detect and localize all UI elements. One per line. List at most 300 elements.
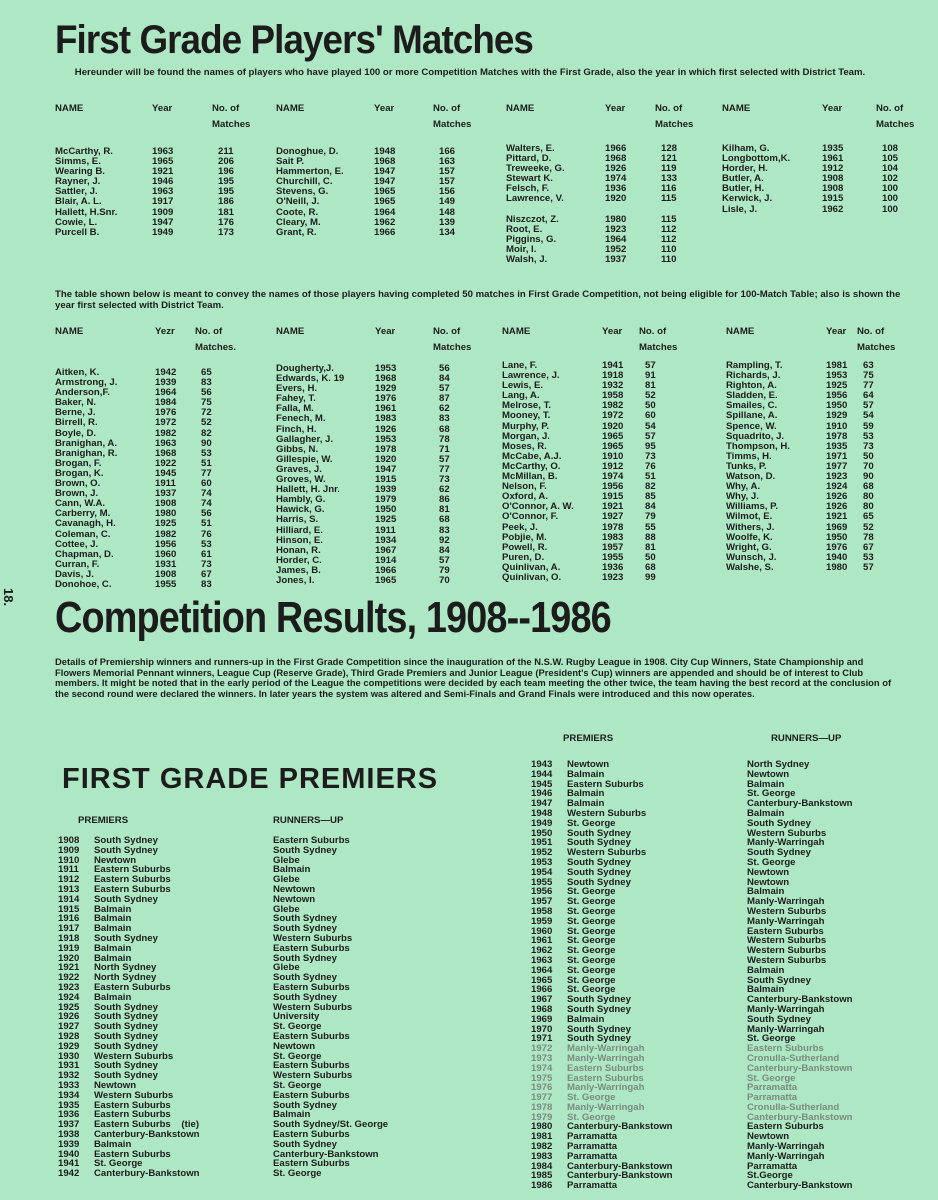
runner-up-team: South Sydney	[273, 923, 337, 935]
player-year: 1965	[602, 440, 624, 452]
player-matches: 104	[882, 163, 899, 175]
runner-up-team: Newtown	[747, 876, 790, 888]
runner-up-team: South Sydney	[747, 974, 811, 986]
player-year: 1915	[375, 474, 397, 486]
player-row	[276, 515, 476, 525]
player-name: Lane, F.	[502, 360, 538, 371]
player-matches: 59	[863, 420, 874, 432]
player-row	[55, 580, 255, 590]
player-matches: 77	[439, 463, 450, 475]
runner-up-team: Eastern Suburbs	[273, 835, 350, 846]
player-year: 1966	[374, 226, 396, 238]
player-matches: 80	[863, 501, 874, 513]
player-year: 1968	[605, 153, 627, 165]
player-matches: 74	[201, 498, 212, 510]
player-column	[276, 147, 476, 238]
player-name: Graves, J.	[276, 463, 322, 475]
player-year: 1964	[605, 233, 627, 245]
player-name: Edwards, K. 19	[276, 373, 345, 385]
player-matches: 99	[645, 571, 656, 583]
player-matches: 91	[645, 370, 656, 382]
season-year: 1944	[531, 768, 553, 780]
runner-up-team: South Sydney	[273, 913, 337, 925]
player-matches: 68	[439, 423, 450, 435]
player-year: 1966	[375, 564, 397, 576]
premiers-row	[58, 1169, 418, 1179]
season-year: 1969	[531, 1013, 553, 1025]
premier-team: St. George	[567, 984, 616, 996]
player-matches: 134	[439, 226, 456, 238]
header-year: Year	[605, 103, 626, 114]
player-matches: 195	[218, 176, 235, 188]
premier-team: Parramatta	[567, 1141, 618, 1153]
runner-up-team: Newtown	[747, 866, 790, 878]
player-name: Spence, W.	[726, 420, 777, 432]
player-year: 1956	[602, 481, 624, 493]
runner-up-team: Eastern Suburbs	[273, 1128, 350, 1140]
player-year: 1967	[375, 544, 397, 556]
premier-team: Eastern Suburbs	[567, 1062, 644, 1074]
player-year: 1950	[375, 504, 397, 516]
header-matches: No. of Matches	[433, 103, 472, 130]
player-name: Churchill, C.	[276, 176, 333, 188]
player-matches: 57	[645, 360, 656, 371]
premier-team: Newtown	[94, 854, 137, 866]
premier-team: St. George	[567, 915, 616, 927]
player-matches: 56	[201, 387, 212, 399]
premier-team: Balmain	[94, 1138, 132, 1150]
player-name: Tunks, P.	[726, 460, 767, 472]
player-name: Cowie, L.	[55, 216, 98, 228]
premier-team: South Sydney	[94, 1040, 158, 1052]
runner-up-team: Glebe	[273, 962, 300, 974]
header-matches: No. of Matches	[433, 326, 472, 353]
player-matches: 77	[863, 380, 874, 392]
player-matches: 68	[863, 481, 874, 493]
player-year: 1955	[155, 578, 177, 590]
season-year: 1938	[58, 1128, 80, 1140]
player-name: Chapman, D.	[55, 548, 114, 560]
player-matches: 68	[645, 561, 656, 573]
player-name: Fenech, M.	[276, 413, 326, 425]
player-name: Hawick, G.	[276, 504, 325, 516]
player-name: Wearing B.	[55, 166, 105, 178]
player-matches: 88	[645, 531, 656, 543]
premier-team: North Sydney	[94, 972, 157, 984]
player-matches: 70	[439, 574, 450, 586]
player-name: Hinson, E.	[276, 534, 323, 546]
player-matches: 157	[439, 176, 456, 188]
player-name: Righton, A.	[726, 380, 777, 392]
player-matches: 53	[863, 430, 874, 442]
premier-team: St. George	[94, 1158, 143, 1170]
player-name: Morgan, J.	[502, 430, 550, 442]
header-name: NAME	[722, 103, 751, 114]
player-matches: 148	[439, 206, 456, 218]
player-year: 1923	[605, 223, 627, 235]
player-matches: 50	[863, 450, 874, 462]
player-name: Berne, J.	[55, 407, 96, 419]
player-name: Wunsch, J.	[726, 551, 777, 563]
season-year: 1909	[58, 844, 80, 856]
player-year: 1965	[374, 196, 396, 208]
runner-up-team: Eastern Suburbs	[273, 1158, 350, 1170]
player-name: Lang, A.	[502, 390, 540, 402]
player-name: Gallagher, J.	[276, 433, 334, 445]
player-year: 1929	[826, 410, 848, 422]
runner-up-team: Newtown	[747, 768, 790, 780]
premier-team: St. George	[567, 925, 616, 937]
player-year: 1931	[155, 558, 177, 570]
player-name: McMillan, B.	[502, 471, 558, 483]
premier-team: Parramatta	[567, 1131, 618, 1143]
premier-team: Eastern Suburbs	[94, 1148, 171, 1160]
premier-team: Balmain	[94, 952, 132, 964]
runner-up-team: Glebe	[273, 854, 300, 866]
player-year: 1929	[375, 383, 397, 395]
premier-team: Newtown	[94, 1079, 137, 1091]
player-year: 1976	[155, 407, 177, 419]
player-year: 1974	[605, 173, 627, 185]
season-year: 1945	[531, 778, 553, 790]
player-name: Evers, H.	[276, 383, 318, 395]
runner-up-team: St. George	[273, 1021, 322, 1033]
premier-team: St. George	[567, 1092, 616, 1104]
season-year: 1918	[58, 932, 80, 944]
player-year: 1976	[826, 541, 848, 553]
player-name: Purcell B.	[55, 226, 100, 238]
player-year: 1936	[602, 561, 624, 573]
season-year: 1912	[58, 874, 80, 886]
player-name: O'Connor, A. W.	[502, 501, 574, 513]
season-year: 1914	[58, 893, 80, 905]
player-matches: 115	[661, 193, 677, 205]
player-matches: 115	[661, 213, 677, 225]
runner-up-team: Newtown	[273, 883, 316, 895]
season-year: 1961	[531, 935, 553, 947]
player-matches: 90	[863, 471, 874, 483]
player-year: 1909	[152, 206, 174, 218]
player-matches: 80	[863, 491, 874, 503]
season-year: 1917	[58, 923, 80, 935]
premier-team: South Sydney	[567, 1033, 631, 1045]
player-row	[726, 512, 926, 522]
player-name: Harris, S.	[276, 514, 319, 526]
premiers-title: FIRST GRADE PREMIERS	[62, 763, 439, 795]
player-matches: 133	[661, 173, 678, 185]
player-year: 1935	[826, 440, 848, 452]
runner-up-team: South Sydney/St. George	[273, 1119, 389, 1131]
runner-up-team: Canterbury-Bankstown	[747, 1180, 853, 1192]
season-year: 1923	[58, 981, 80, 993]
player-name: O'Neill, J.	[276, 196, 320, 208]
player-name: Dougherty,J.	[276, 363, 334, 374]
season-year: 1971	[531, 1033, 553, 1045]
player-matches: 86	[439, 494, 450, 506]
premier-team: Balmain	[94, 913, 132, 925]
player-name: Puren, D.	[502, 551, 545, 563]
page-title: First Grade Players' Matches	[55, 18, 533, 62]
player-year: 1912	[822, 163, 844, 175]
premier-team: South Sydney	[94, 1011, 158, 1023]
player-year: 1939	[375, 484, 397, 496]
player-year: 1932	[602, 380, 624, 392]
player-year: 1923	[602, 571, 624, 583]
player-row	[276, 576, 476, 586]
player-name: Moses, R.	[502, 440, 547, 452]
premier-team: South Sydney	[94, 1021, 158, 1033]
runner-up-team: St. George	[747, 1072, 796, 1084]
player-year: 1911	[375, 524, 396, 536]
premier-team: North Sydney	[94, 962, 157, 974]
player-matches: 56	[439, 363, 450, 374]
premier-team: Parramatta	[567, 1150, 618, 1162]
runner-up-team: Eastern Suburbs	[273, 981, 350, 993]
player-year: 1982	[155, 528, 177, 540]
player-matches: 84	[439, 373, 450, 385]
player-year: 1960	[155, 548, 177, 560]
season-year: 1950	[531, 827, 553, 839]
player-year: 1908	[155, 498, 177, 510]
premier-team: Manly-Warringah	[567, 1101, 645, 1113]
player-name: Anderson,F.	[55, 387, 110, 399]
player-year: 1980	[155, 508, 177, 520]
player-year: 1983	[375, 413, 397, 425]
player-name: Lisle, J.	[722, 203, 758, 215]
player-year: 1952	[605, 243, 627, 255]
premier-team: South Sydney	[567, 856, 631, 868]
runner-up-team: Balmain	[747, 886, 785, 898]
player-name: Oxford, A.	[502, 491, 549, 503]
runners-header-right: RUNNERS—UP	[771, 733, 842, 744]
player-matches: 73	[439, 474, 450, 486]
premier-team: Western Suburbs	[94, 1050, 174, 1062]
premier-team: St. George	[567, 954, 616, 966]
season-year: 1954	[531, 866, 553, 878]
runner-up-team: Cronulla-Sutherland	[747, 1052, 840, 1064]
premier-team: South Sydney	[567, 866, 631, 878]
player-column	[276, 364, 476, 586]
player-name: Rayner, J.	[55, 176, 101, 188]
section1-intro: Hereunder will be found the names of players who have played 100 or more Competition Matches with the First Grade, also the year in which first selected with District Team.	[74, 67, 866, 78]
player-column	[726, 361, 926, 573]
player-year: 1926	[605, 163, 627, 175]
runner-up-team: Manly-Warringah	[747, 1003, 825, 1015]
season-year: 1986	[531, 1180, 553, 1192]
premier-team: South Sydney	[94, 1060, 158, 1072]
player-name: Honan, R.	[276, 544, 321, 556]
player-year: 1955	[602, 551, 624, 563]
player-year: 1925	[826, 380, 848, 392]
premier-team: Manly-Warringah	[567, 1052, 645, 1064]
player-year: 1914	[375, 554, 397, 566]
season-year: 1951	[531, 837, 553, 849]
player-year: 1908	[155, 568, 177, 580]
player-matches: 108	[882, 143, 899, 154]
player-name: Smailes, C.	[726, 400, 778, 412]
player-name: James, B.	[276, 564, 321, 576]
section2-intro: The table shown below is meant to convey the names of those players having completed 50 matches in First Grade Competition, not being eligible for 100-Match Table; also is shown the year first selected with District Team.	[55, 289, 901, 311]
premier-team: South Sydney	[567, 1023, 631, 1035]
runner-up-team: St.George	[747, 1170, 793, 1182]
player-matches: 79	[645, 511, 656, 523]
player-matches: 70	[863, 460, 874, 472]
column-header	[276, 324, 476, 364]
premier-team: South Sydney	[94, 1001, 158, 1013]
premier-team: Canterbury-Bankstown	[94, 1128, 200, 1140]
page-number: 18.	[1, 588, 16, 607]
season-year: 1972	[531, 1043, 553, 1055]
runner-up-team: Canterbury-Bankstown	[273, 1148, 379, 1160]
player-matches: 112	[661, 223, 677, 235]
player-name: Quinlivan, O.	[502, 571, 562, 583]
premiers-header-left: PREMIERS	[78, 815, 129, 826]
runner-up-team: St. George	[273, 1050, 322, 1062]
player-year: 1961	[822, 153, 844, 165]
premiers-row	[531, 1181, 891, 1191]
player-name: Cleary, M.	[276, 216, 321, 228]
runner-up-team: Eastern Suburbs	[273, 942, 350, 954]
player-name: Felsch, F.	[506, 183, 550, 195]
player-matches: 156	[439, 186, 456, 198]
header-year: Year	[375, 326, 396, 337]
player-matches: 73	[201, 558, 212, 570]
premier-team: Parramatta	[567, 1180, 618, 1192]
player-year: 1978	[375, 443, 397, 455]
runner-up-team: Manly-Warringah	[747, 837, 825, 849]
premier-team: Eastern Suburbs	[94, 883, 171, 895]
header-name: NAME	[55, 326, 84, 337]
player-name: Richards, J.	[726, 370, 781, 382]
season-year: 1952	[531, 847, 553, 859]
player-name: Moir, I.	[506, 243, 537, 255]
player-matches: 121	[661, 153, 678, 165]
runner-up-team: Newtown	[273, 893, 316, 905]
player-matches: 60	[201, 478, 212, 490]
player-matches: 57	[439, 554, 450, 566]
player-name: Wilmot, E.	[726, 511, 773, 523]
runner-up-team: St. George	[273, 1079, 322, 1091]
runner-up-team: Cronulla-Sutherland	[747, 1101, 840, 1113]
player-name: Timms, H.	[726, 450, 772, 462]
player-year: 1966	[605, 143, 627, 154]
header-year: Yezr	[155, 326, 175, 337]
season-year: 1976	[531, 1082, 553, 1094]
season-year: 1915	[58, 903, 80, 915]
premier-team: St. George	[567, 974, 616, 986]
player-name: Treweeke, G.	[506, 163, 565, 175]
player-name: Walters, E.	[506, 143, 555, 154]
player-name: Cann, W.A.	[55, 498, 106, 510]
season-year: 1967	[531, 994, 553, 1006]
season-year: 1949	[531, 817, 553, 829]
player-name: Root, E.	[506, 223, 543, 235]
header-matches: No. of Matches.	[195, 326, 237, 353]
runners-header-left: RUNNERS—UP	[273, 815, 344, 826]
player-year: 1947	[375, 463, 397, 475]
runner-up-team: Glebe	[273, 903, 300, 915]
player-year: 1945	[155, 467, 177, 479]
column-header	[726, 324, 926, 364]
player-year: 1921	[602, 501, 624, 513]
player-name: Finch, H.	[276, 423, 317, 435]
player-year: 1947	[152, 216, 174, 228]
runner-up-team: Eastern Suburbs	[273, 1030, 350, 1042]
player-matches: 92	[439, 534, 450, 546]
player-year: 1958	[602, 390, 624, 402]
season-year: 1948	[531, 807, 553, 819]
runner-up-team: St. George	[273, 1168, 322, 1180]
season-year: 1931	[58, 1060, 80, 1072]
season-year: 1943	[531, 759, 553, 770]
player-name: Why, J.	[726, 491, 759, 503]
premier-team: South Sydney	[567, 876, 631, 888]
runner-up-team: Eastern Suburbs	[747, 1121, 824, 1133]
player-year: 1910	[602, 450, 624, 462]
player-year: 1982	[155, 427, 177, 439]
player-name: Walshe, S.	[726, 561, 774, 573]
player-matches: 83	[201, 377, 212, 389]
season-year: 1955	[531, 876, 553, 888]
season-year: 1940	[58, 1148, 80, 1160]
player-year: 1911	[155, 478, 176, 490]
player-name: Brogan, K.	[55, 467, 104, 479]
player-matches: 82	[201, 427, 212, 439]
player-name: Brown, O.	[55, 478, 101, 490]
runner-up-team: Canterbury-Bankstown	[747, 994, 853, 1006]
runner-up-team: Glebe	[273, 874, 300, 886]
player-name: Melrose, T.	[502, 400, 552, 412]
season-year: 1934	[58, 1089, 80, 1101]
player-year: 1915	[822, 193, 844, 205]
season-year: 1970	[531, 1023, 553, 1035]
player-year: 1969	[826, 521, 848, 533]
player-name: Murphy, P.	[502, 420, 550, 432]
season-year: 1985	[531, 1170, 553, 1182]
header-matches: No. of Matches	[655, 103, 694, 130]
player-year: 1950	[826, 400, 848, 412]
player-row	[506, 255, 706, 265]
premier-team: Eastern Suburbs	[94, 1099, 171, 1111]
player-matches: 83	[439, 413, 450, 425]
premiers-column	[531, 760, 891, 1191]
season-year: 1932	[58, 1070, 80, 1082]
player-name: Nelson, F.	[502, 481, 547, 493]
premier-team: Eastern Suburbs	[94, 1109, 171, 1121]
player-name: Quinlivan, A.	[502, 561, 561, 573]
player-year: 1977	[826, 460, 848, 472]
player-year: 1936	[605, 183, 627, 195]
season-year: 1921	[58, 962, 80, 974]
premier-team: Balmain	[567, 798, 605, 810]
runner-up-team: South Sydney	[747, 817, 811, 829]
player-matches: 181	[218, 206, 235, 218]
season-year: 1975	[531, 1072, 553, 1084]
runner-up-team: South Sydney	[273, 844, 337, 856]
column-header	[502, 324, 702, 364]
player-name: Watson, D.	[726, 471, 776, 483]
player-year: 1937	[605, 254, 627, 266]
runner-up-team: Balmain	[747, 807, 785, 819]
season-year: 1941	[58, 1158, 80, 1170]
premier-team: St. George	[567, 1111, 616, 1123]
premier-team: Western Suburbs	[567, 807, 647, 819]
header-name: NAME	[276, 326, 305, 337]
runner-up-team: Eastern Suburbs	[747, 925, 824, 937]
season-year: 1925	[58, 1001, 80, 1013]
player-year: 1983	[602, 531, 624, 543]
season-year: 1911	[58, 864, 79, 876]
